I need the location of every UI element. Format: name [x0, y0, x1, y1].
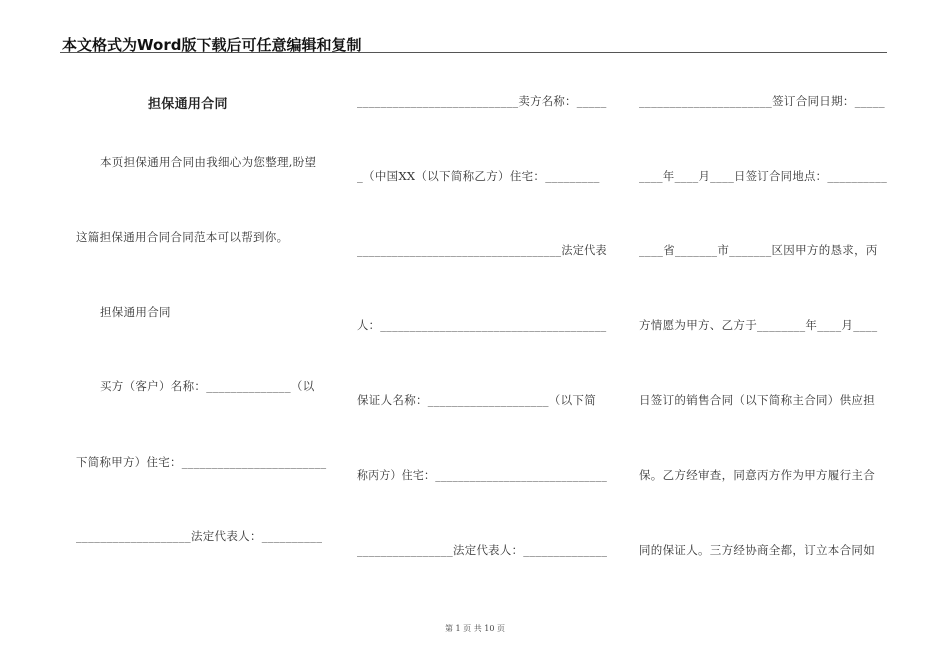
text-line: ___________________________________法定代表 — [357, 243, 607, 257]
page-footer: 第 1 页 共 10 页 — [445, 624, 505, 633]
text-line: 称丙方）住宅：______________________________ — [357, 468, 608, 482]
text-line: 下简称甲方）住宅：________________________ — [76, 455, 327, 469]
text-line: 这篇担保通用合同合同范本可以帮到你。 — [76, 230, 289, 244]
text-line: 人：______________________________________ — [357, 318, 607, 332]
text-line: ___________________法定代表人：__________ — [76, 529, 323, 543]
text-line: _（中国XX（以下简称乙方）住宅：_________ — [357, 169, 600, 183]
text-line: 保证人名称：____________________（以下简 — [357, 393, 596, 407]
text-line: 保。乙方经审查，同意丙方作为甲方履行主合 — [639, 468, 875, 482]
text-line: ____年____月____日签订合同地点：__________ — [639, 169, 888, 183]
text-line: 方情愿为甲方、乙方于________年____月____ — [639, 318, 878, 332]
text-line: 担保通用合同 — [100, 305, 171, 319]
text-line: ________________法定代表人：______________ — [357, 543, 608, 557]
text-line: ____省_______市_______区因甲方的恳求，丙 — [639, 243, 878, 257]
text-line: 买方（客户）名称：______________（以 — [100, 379, 315, 393]
document-banner: 本文格式为Word版下载后可任意编辑和复制 — [62, 36, 362, 54]
text-line: 日签订的销售合同（以下简称主合同）供应担 — [639, 393, 875, 407]
header-rule — [60, 52, 887, 53]
text-line: ______________________签订合同日期：_____ — [639, 94, 885, 108]
document-title: 担保通用合同 — [148, 97, 228, 112]
text-line: 同的保证人。三方经协商全都，订立本合同如 — [639, 543, 875, 557]
text-line: 本页担保通用合同由我细心为您整理,盼望 — [100, 155, 317, 169]
text-line: ___________________________卖方名称：_____ — [357, 94, 607, 108]
